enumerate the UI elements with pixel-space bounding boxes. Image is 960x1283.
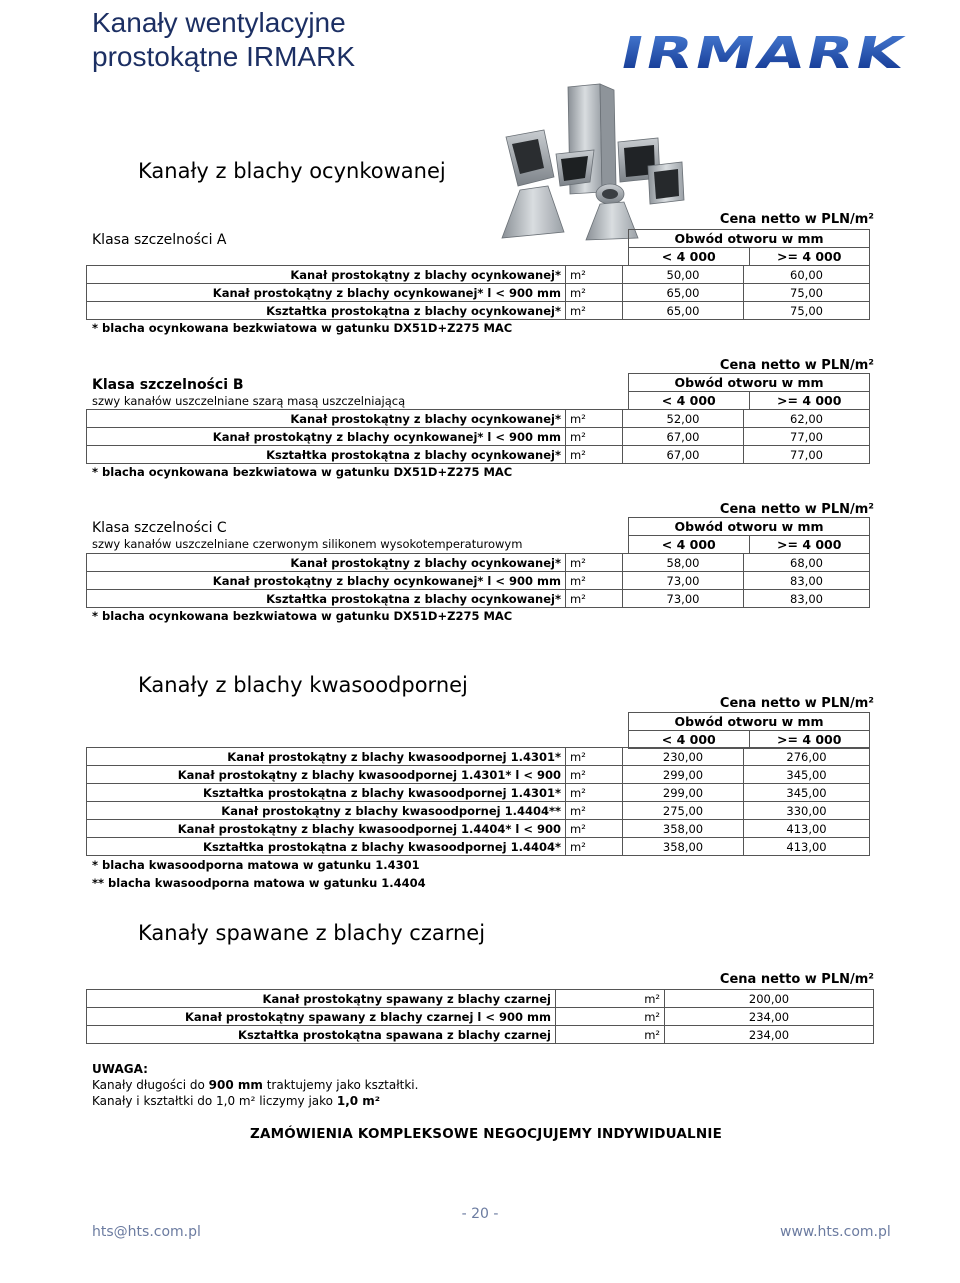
- row-name: Kanał prostokątny z blachy ocynkowanej* l < 900 mm: [87, 284, 566, 302]
- row-name: Kanał prostokątny z blachy ocynkowanej*: [87, 266, 566, 284]
- note-line-2-b: 1,0 m²: [336, 1094, 381, 1108]
- class-a-table: [86, 265, 870, 320]
- col-lt-4000: < 4 000: [629, 248, 750, 266]
- table-row: [87, 572, 870, 590]
- note-line-1-c: traktujemy jako kształtki.: [262, 1078, 419, 1092]
- row-unit: m²: [566, 266, 623, 284]
- class-c-subtitle: szwy kanałów uszczelniane czerwonym silikonem wysokotemperaturowym: [92, 537, 523, 551]
- price-header-stainless: Cena netto w PLN/m²: [719, 696, 874, 711]
- table-row: [87, 266, 870, 284]
- row-name: Kanał prostokątny z blachy kwasoodpornej 1.4301* l < 900: [87, 766, 566, 784]
- row-price-lt: 299,00: [623, 766, 744, 784]
- row-unit: m²: [566, 572, 623, 590]
- table-row: [87, 766, 870, 784]
- row-price-lt: 358,00: [623, 838, 744, 856]
- note-label: UWAGA:: [92, 1062, 148, 1076]
- row-name: Kształtka prostokątna z blachy ocynkowanej*: [87, 590, 566, 608]
- class-a-opening-header: [628, 229, 870, 266]
- row-price-ge: 345,00: [744, 766, 870, 784]
- row-name: Kształtka prostokątna z blachy ocynkowanej*: [87, 302, 566, 320]
- table-row: [87, 820, 870, 838]
- row-price-ge: 413,00: [744, 838, 870, 856]
- row-price-ge: 68,00: [744, 554, 870, 572]
- order-note: ZAMÓWIENIA KOMPLEKSOWE NEGOCJUJEMY INDYWIDUALNIE: [249, 1126, 722, 1142]
- row-unit: m²: [566, 820, 623, 838]
- table-row: [87, 302, 870, 320]
- col-lt-4000: < 4 000: [629, 731, 750, 749]
- table-row: [87, 410, 870, 428]
- row-price: 234,00: [665, 1008, 874, 1026]
- opening-header: Obwód otworu w mm: [629, 713, 870, 731]
- note-line-2-a: Kanały i kształtki do 1,0 m² liczymy jako: [92, 1094, 337, 1108]
- row-price-lt: 299,00: [623, 784, 744, 802]
- class-b-opening-header: [628, 373, 870, 410]
- row-price-lt: 73,00: [623, 572, 744, 590]
- row-price-ge: 276,00: [744, 748, 870, 766]
- row-price-ge: 75,00: [744, 302, 870, 320]
- row-unit: m²: [566, 446, 623, 464]
- class-b-label: Klasa szczelności B: [92, 377, 244, 393]
- row-unit: m²: [566, 302, 623, 320]
- section-stainless-heading: Kanały z blachy kwasoodpornej: [138, 673, 468, 697]
- row-unit: m²: [566, 784, 623, 802]
- table-row: [87, 284, 870, 302]
- col-ge-4000: >= 4 000: [749, 248, 870, 266]
- row-unit: m²: [566, 410, 623, 428]
- row-name: Kanał prostokątny z blachy kwasoodpornej 1.4404**: [87, 802, 566, 820]
- footer-email[interactable]: hts@hts.com.pl: [92, 1224, 201, 1240]
- row-price: 200,00: [665, 990, 874, 1008]
- price-header-black: Cena netto w PLN/m²: [719, 972, 874, 987]
- row-price-ge: 77,00: [744, 428, 870, 446]
- row-price-lt: 275,00: [623, 802, 744, 820]
- row-price-ge: 75,00: [744, 284, 870, 302]
- note-line-2: [92, 1093, 418, 1109]
- title-line-1: Kanały wentylacyjne: [92, 7, 346, 38]
- row-price-lt: 50,00: [623, 266, 744, 284]
- row-name: Kształtka prostokątna spawana z blachy czarnej: [87, 1026, 556, 1044]
- row-price-ge: 77,00: [744, 446, 870, 464]
- row-price-lt: 230,00: [623, 748, 744, 766]
- row-price-ge: 60,00: [744, 266, 870, 284]
- note-line-1-b: 900 mm: [208, 1078, 263, 1092]
- class-b-table: [86, 409, 870, 464]
- note-block: [92, 1061, 418, 1109]
- row-name: Kształtka prostokątna z blachy kwasoodpornej 1.4404*: [87, 838, 566, 856]
- class-c-opening-header: [628, 517, 870, 554]
- row-name: Kanał prostokątny z blachy ocynkowanej*: [87, 410, 566, 428]
- row-price-ge: 83,00: [744, 572, 870, 590]
- row-price-ge: 62,00: [744, 410, 870, 428]
- class-c-label: Klasa szczelności C: [92, 520, 227, 536]
- irmark-logo: [612, 30, 912, 72]
- class-b-footnote: * blacha ocynkowana bezkwiatowa w gatunku DX51D+Z275 MAC: [92, 465, 513, 479]
- row-unit: m²: [566, 590, 623, 608]
- row-price-lt: 73,00: [623, 590, 744, 608]
- row-name: Kanał prostokątny z blachy ocynkowanej* l < 900 mm: [87, 572, 566, 590]
- row-price-lt: 65,00: [623, 302, 744, 320]
- row-price-lt: 358,00: [623, 820, 744, 838]
- row-price-lt: 58,00: [623, 554, 744, 572]
- svg-text:IRMARK: IRMARK: [615, 30, 835, 72]
- note-line-1-a: Kanały długości do: [92, 1078, 209, 1092]
- price-header-b: Cena netto w PLN/m²: [719, 358, 874, 373]
- table-row: [87, 590, 870, 608]
- class-c-table: [86, 553, 870, 608]
- title-line-2: prostokątne IRMARK: [92, 41, 355, 72]
- opening-header: Obwód otworu w mm: [629, 230, 870, 248]
- row-price-lt: 52,00: [623, 410, 744, 428]
- row-unit: m²: [566, 766, 623, 784]
- opening-header: Obwód otworu w mm: [629, 518, 870, 536]
- table-row: [87, 554, 870, 572]
- row-name: Kanał prostokątny z blachy ocynkowanej*: [87, 554, 566, 572]
- class-b-subtitle: szwy kanałów uszczelniane szarą masą uszczelniającą: [92, 394, 406, 408]
- price-header-a: Cena netto w PLN/m²: [719, 212, 874, 227]
- row-name: Kanał prostokątny spawany z blachy czarnej: [87, 990, 556, 1008]
- row-price-lt: 67,00: [623, 446, 744, 464]
- table-row: [87, 748, 870, 766]
- row-name: Kanał prostokątny z blachy kwasoodpornej 1.4301*: [87, 748, 566, 766]
- row-name: Kształtka prostokątna z blachy kwasoodpornej 1.4301*: [87, 784, 566, 802]
- row-name: Kanał prostokątny z blachy ocynkowanej* l < 900 mm: [87, 428, 566, 446]
- section-black-steel-heading: Kanały spawane z blachy czarnej: [138, 921, 486, 945]
- row-name: Kształtka prostokątna z blachy ocynkowanej*: [87, 446, 566, 464]
- section-galvanized-heading: Kanały z blachy ocynkowanej: [138, 159, 446, 183]
- row-unit: m²: [556, 1008, 665, 1026]
- class-a-label: Klasa szczelności A: [92, 232, 227, 248]
- price-header-c: Cena netto w PLN/m²: [719, 502, 874, 517]
- table-row: [87, 990, 874, 1008]
- row-price: 234,00: [665, 1026, 874, 1044]
- stainless-footnote-1: * blacha kwasoodporna matowa w gatunku 1.4301: [92, 858, 420, 872]
- row-price-ge: 345,00: [744, 784, 870, 802]
- row-price-lt: 67,00: [623, 428, 744, 446]
- row-price-ge: 330,00: [744, 802, 870, 820]
- row-unit: m²: [556, 1026, 665, 1044]
- col-lt-4000: < 4 000: [629, 392, 750, 410]
- row-unit: m²: [566, 554, 623, 572]
- stainless-footnote-2: ** blacha kwasoodporna matowa w gatunku 1.4404: [92, 876, 426, 890]
- page-title: [92, 6, 355, 74]
- table-row: [87, 1026, 874, 1044]
- class-a-footnote: * blacha ocynkowana bezkwiatowa w gatunku DX51D+Z275 MAC: [92, 321, 513, 335]
- row-unit: m²: [556, 990, 665, 1008]
- table-row: [87, 802, 870, 820]
- row-unit: m²: [566, 284, 623, 302]
- class-c-footnote: * blacha ocynkowana bezkwiatowa w gatunku DX51D+Z275 MAC: [92, 609, 513, 623]
- table-row: [87, 784, 870, 802]
- note-line-1: [92, 1077, 418, 1093]
- row-price-lt: 65,00: [623, 284, 744, 302]
- row-price-ge: 83,00: [744, 590, 870, 608]
- row-price-ge: 413,00: [744, 820, 870, 838]
- col-lt-4000: < 4 000: [629, 536, 750, 554]
- opening-header: Obwód otworu w mm: [629, 374, 870, 392]
- table-row: [87, 1008, 874, 1026]
- row-unit: m²: [566, 838, 623, 856]
- row-unit: m²: [566, 802, 623, 820]
- table-row: [87, 428, 870, 446]
- stainless-opening-header: [628, 712, 870, 749]
- col-ge-4000: >= 4 000: [749, 536, 870, 554]
- row-unit: m²: [566, 428, 623, 446]
- col-ge-4000: >= 4 000: [749, 392, 870, 410]
- table-row: [87, 838, 870, 856]
- row-name: Kanał prostokątny spawany z blachy czarnej l < 900 mm: [87, 1008, 556, 1026]
- row-name: Kanał prostokątny z blachy kwasoodpornej 1.4404* l < 900: [87, 820, 566, 838]
- black-steel-table: [86, 989, 874, 1044]
- row-unit: m²: [566, 748, 623, 766]
- stainless-table: [86, 747, 870, 856]
- footer-website[interactable]: www.hts.com.pl: [780, 1224, 891, 1240]
- table-row: [87, 446, 870, 464]
- col-ge-4000: >= 4 000: [749, 731, 870, 749]
- page-number: - 20 -: [461, 1206, 499, 1222]
